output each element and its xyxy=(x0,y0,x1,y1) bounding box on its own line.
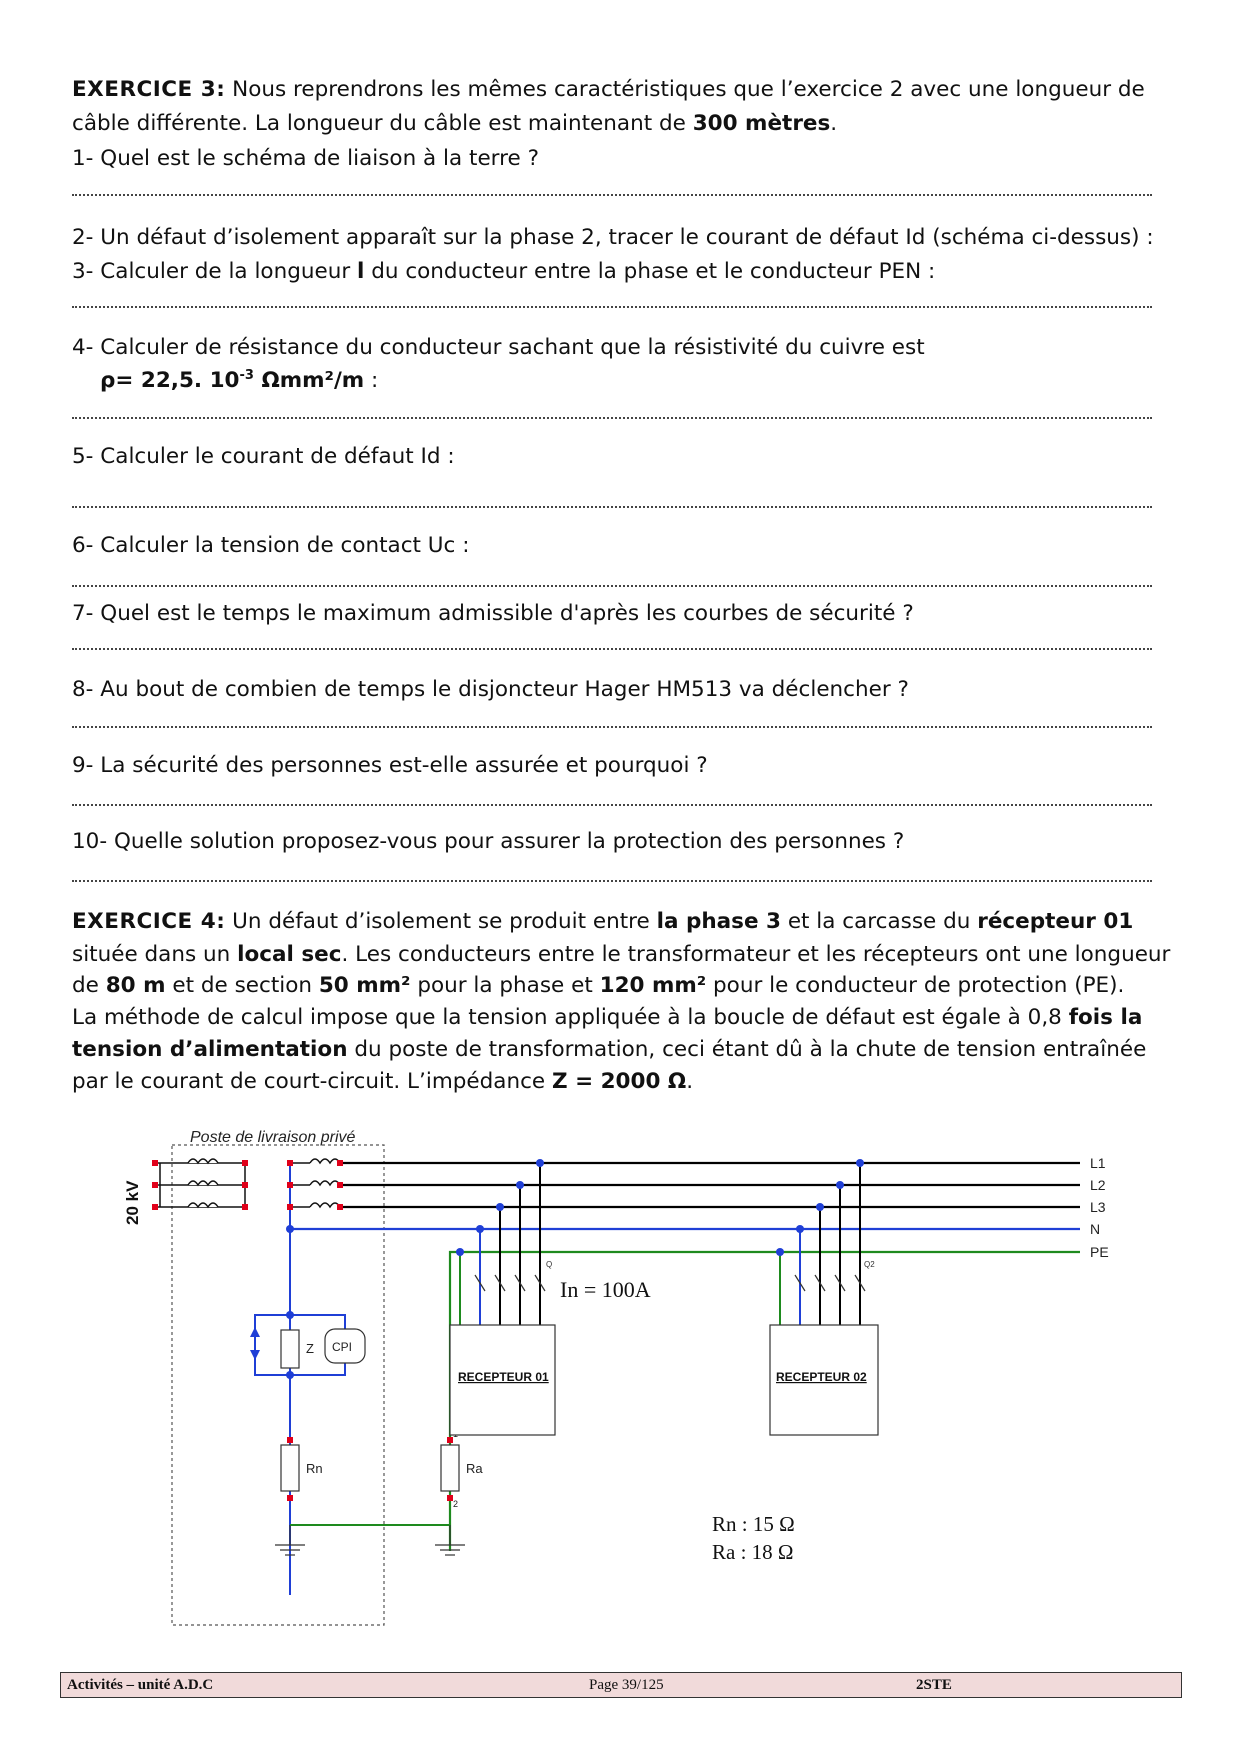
ground-icon xyxy=(435,1525,465,1555)
ex3-title: EXERCICE 3: xyxy=(72,77,226,102)
ex3-question-10: 10- Quelle solution proposez-vous pour assurer la protection des personnes ? xyxy=(72,829,905,854)
ex3-question-9: 9- La sécurité des personnes est-elle assurée et pourquoi ? xyxy=(72,753,708,778)
ex4-line6: par le courant de court-circuit. L’impédance Z = 2000 Ω. xyxy=(72,1069,694,1094)
ex4-title: EXERCICE 4: xyxy=(72,909,226,934)
ex4-line3: de 80 m et de section 50 mm² pour la phase et 120 mm² pour le conducteur de protection (PE). xyxy=(72,973,1125,998)
terminal-markers xyxy=(152,1160,453,1501)
ex3-intro-line2: câble différente. La longueur du câble est maintenant de 300 mètres. xyxy=(72,111,838,136)
rn-value: Rn : 15 Ω xyxy=(712,1512,795,1536)
label-l1: L1 xyxy=(1090,1155,1106,1171)
ex3-question-6: 6- Calculer la tension de contact Uc : xyxy=(72,533,470,558)
it-earthing-diagram xyxy=(100,1115,1160,1665)
answer-line xyxy=(72,804,1152,806)
label-n: N xyxy=(1090,1221,1101,1237)
page-footer xyxy=(60,1672,1182,1698)
receiver-02-label: RECEPTEUR 02 xyxy=(776,1370,867,1384)
primary-windings xyxy=(155,1159,245,1207)
ex3-question-4: 4- Calculer de résistance du conducteur sachant que la résistivité du cuivre est xyxy=(72,335,925,360)
resistor-ra xyxy=(441,1445,459,1491)
ra-label: Ra xyxy=(466,1461,483,1476)
ground-icon xyxy=(275,1525,305,1555)
footer-page: Page 39/125 xyxy=(589,1677,664,1693)
label-pe: PE xyxy=(1090,1244,1109,1260)
answer-line xyxy=(72,417,1152,419)
secondary-windings xyxy=(290,1159,340,1207)
ex3-question-1: 1- Quel est le schéma de liaison à la terre ? xyxy=(72,146,539,171)
svg-text:Q2: Q2 xyxy=(864,1260,875,1269)
substation-box xyxy=(172,1145,384,1625)
hv-label: 20 kV xyxy=(123,1180,142,1225)
resistor-rn xyxy=(281,1445,299,1491)
answer-line xyxy=(72,306,1152,308)
footer-left: Activités – unité A.D.C xyxy=(67,1677,214,1693)
answer-line xyxy=(72,194,1152,196)
breaker-q1 xyxy=(475,1275,545,1291)
svg-text:2: 2 xyxy=(453,1499,459,1509)
impedance-z xyxy=(281,1330,299,1368)
substation-label: Poste de livraison privé xyxy=(190,1129,356,1146)
answer-line xyxy=(72,648,1152,650)
ex3-question-3: 3- Calculer de la longueur l du conducteur entre la phase et le conducteur PEN : xyxy=(72,259,936,284)
breaker-q2 xyxy=(795,1275,865,1291)
ra-value: Ra : 18 Ω xyxy=(712,1540,794,1564)
phase-lines xyxy=(340,1163,1080,1207)
ex4-line2: située dans un local sec. Les conducteurs entre le transformateur et les récepteurs ont une longueur xyxy=(72,942,1171,967)
answer-line xyxy=(72,726,1152,728)
label-l2: L2 xyxy=(1090,1177,1106,1193)
cpi-label: CPI xyxy=(332,1340,353,1354)
arrow-up-icon xyxy=(250,1350,260,1360)
ex4-line4: La méthode de calcul impose que la tension appliquée à la boucle de défaut est égale à 0,8 fois la xyxy=(72,1005,1143,1030)
ex4-line5: tension d’alimentation du poste de transformation, ceci étant dû à la chute de tension entraînée xyxy=(72,1037,1147,1062)
receiver-01-label: RECEPTEUR 01 xyxy=(458,1370,549,1384)
ex4-line1: EXERCICE 4: Un défaut d’isolement se produit entre la phase 3 et la carcasse du récepteur 01 xyxy=(72,909,1134,934)
answer-line xyxy=(72,585,1152,587)
rn-label: Rn xyxy=(306,1461,323,1476)
ex3-question-7: 7- Quel est le temps le maximum admissible d'après les courbes de sécurité ? xyxy=(72,601,914,626)
svg-text:Q: Q xyxy=(546,1260,553,1269)
ex3-question-2: 2- Un défaut d’isolement apparaît sur la phase 2, tracer le courant de défaut Id (schéma ci-dessus) : xyxy=(72,225,1154,250)
ex3-question-4-formula: ρ= 22,5. $10^{-3}$ Ωmm²/m : xyxy=(100,367,379,393)
ex3-question-8: 8- Au bout de combien de temps le disjoncteur Hager HM513 va déclencher ? xyxy=(72,677,909,702)
answer-line xyxy=(72,880,1152,882)
label-l3: L3 xyxy=(1090,1199,1106,1215)
footer-right: 2STE xyxy=(916,1677,952,1693)
z-label: Z xyxy=(306,1341,314,1356)
receiver2-feeds xyxy=(780,1163,860,1325)
arrow-down-icon xyxy=(250,1327,260,1337)
answer-line xyxy=(72,506,1152,508)
ex3-intro-line1: EXERCICE 3: Nous reprendrons les mêmes caractéristiques que l’exercice 2 avec une longueur de xyxy=(72,77,1145,102)
breaker-rating: In = 100A xyxy=(560,1277,651,1302)
ex3-question-5: 5- Calculer le courant de défaut Id : xyxy=(72,444,455,469)
receiver1-feeds xyxy=(460,1163,540,1325)
